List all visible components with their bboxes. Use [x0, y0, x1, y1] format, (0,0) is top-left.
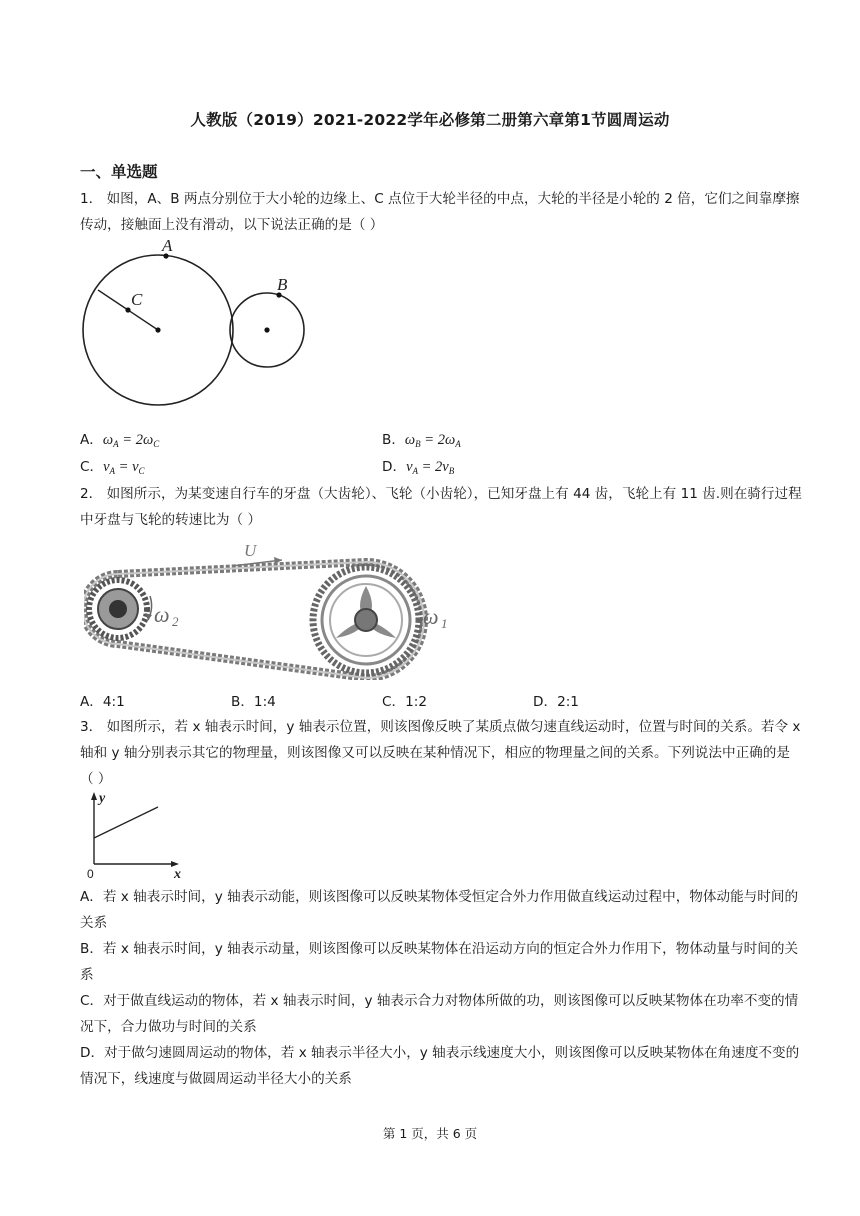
q3-option-c[interactable]: C．对于做直线运动的物体，若 x 轴表示时间，y 轴表示合力对物体所做的功，则该图像可以反映某物体在功率不变的情况下，合力做功与时间的关系 — [80, 993, 799, 1035]
graph-line — [94, 807, 158, 838]
q2-option-d[interactable]: D．2:1 — [533, 694, 579, 710]
point-c — [125, 307, 130, 312]
q3-option-a[interactable]: A．若 x 轴表示时间，y 轴表示动能，则该图像可以反映某物体受恒定合外力作用做直线运动过程中，物体动能与时间的关系 — [80, 889, 799, 931]
q2-chain-drive-figure — [84, 538, 464, 680]
q3-option-b[interactable]: B．若 x 轴表示时间，y 轴表示动量，则该图像可以反映某物体在沿运动方向的恒定合外力作用下，物体动量与时间的关系 — [80, 941, 799, 983]
page-footer: 第 1 页，共 6 页 — [382, 1126, 478, 1141]
doc-title: 人教版（2019）2021-2022学年必修第二册第六章第1节圆周运动 — [190, 111, 670, 129]
label-b: B — [277, 275, 288, 294]
q1-option-d[interactable]: D．$v_A = 2v_B$ — [382, 459, 455, 476]
x-axis-label: x — [174, 867, 181, 878]
q2-option-b[interactable]: B．1:4 — [231, 694, 276, 710]
q1-option-c[interactable]: C．$v_A = v_C$ — [80, 459, 145, 476]
q3-stem: 3． 如图所示，若 x 轴表示时间，y 轴表示位置，则该图像反映了某质点做匀速直线运动时，位置与时间的关系。若令 x 轴和 y 轴分别表示其它的物理量，则该图像又可以反映在某种情况下，相应的物理量之间的关系。下列说法中正确的是（ ） — [80, 719, 801, 787]
q1-option-a[interactable]: A．$\omega_A = 2\omega_C$ — [80, 432, 160, 449]
omega1-subscript: 1 — [441, 616, 448, 631]
q3-option-d[interactable]: D．对于做匀速圆周运动的物体，若 x 轴表示半径大小，y 轴表示线速度大小，则该图像可以反映某物体在角速度不变的情况下，线速度与做圆周运动半径大小的关系 — [80, 1045, 800, 1087]
small-wheel-center — [264, 327, 269, 332]
small-sprocket-hub — [109, 600, 127, 618]
q3-graph-figure — [82, 788, 188, 878]
omega2-label: ω — [154, 602, 170, 627]
large-sprocket-hub — [355, 609, 377, 631]
q2-stem: 2． 如图所示，为某变速自行车的牙盘（大齿轮）、飞轮（小齿轮），已知牙盘上有 44 齿，飞轮上有 11 齿.则在骑行过程中牙盘与飞轮的转速比为（ ） — [80, 486, 802, 528]
section-heading: 一、单选题 — [80, 163, 158, 181]
q1-option-b[interactable]: B．$\omega_B = 2\omega_A$ — [382, 432, 461, 449]
large-wheel-center — [155, 327, 160, 332]
q2-option-a[interactable]: A．4:1 — [80, 694, 125, 710]
y-axis-label: y — [99, 791, 106, 806]
label-a: A — [162, 238, 173, 255]
q2-option-c[interactable]: C．1:2 — [382, 694, 427, 710]
omega1-label: ω — [423, 604, 439, 629]
y-axis-arrowhead — [91, 792, 97, 800]
q1-wheels-figure — [80, 238, 316, 410]
origin-label: 0 — [87, 867, 94, 878]
q1-stem: 1． 如图，A、B 两点分别位于大小轮的边缘上、C 点位于大轮半径的中点，大轮的半径是小轮的 2 倍，它们之间靠摩擦传动，接触面上没有滑动，以下说法正确的是（ ） — [80, 191, 800, 233]
velocity-label: U — [244, 541, 257, 560]
label-c: C — [131, 290, 143, 309]
omega2-subscript: 2 — [172, 614, 179, 629]
